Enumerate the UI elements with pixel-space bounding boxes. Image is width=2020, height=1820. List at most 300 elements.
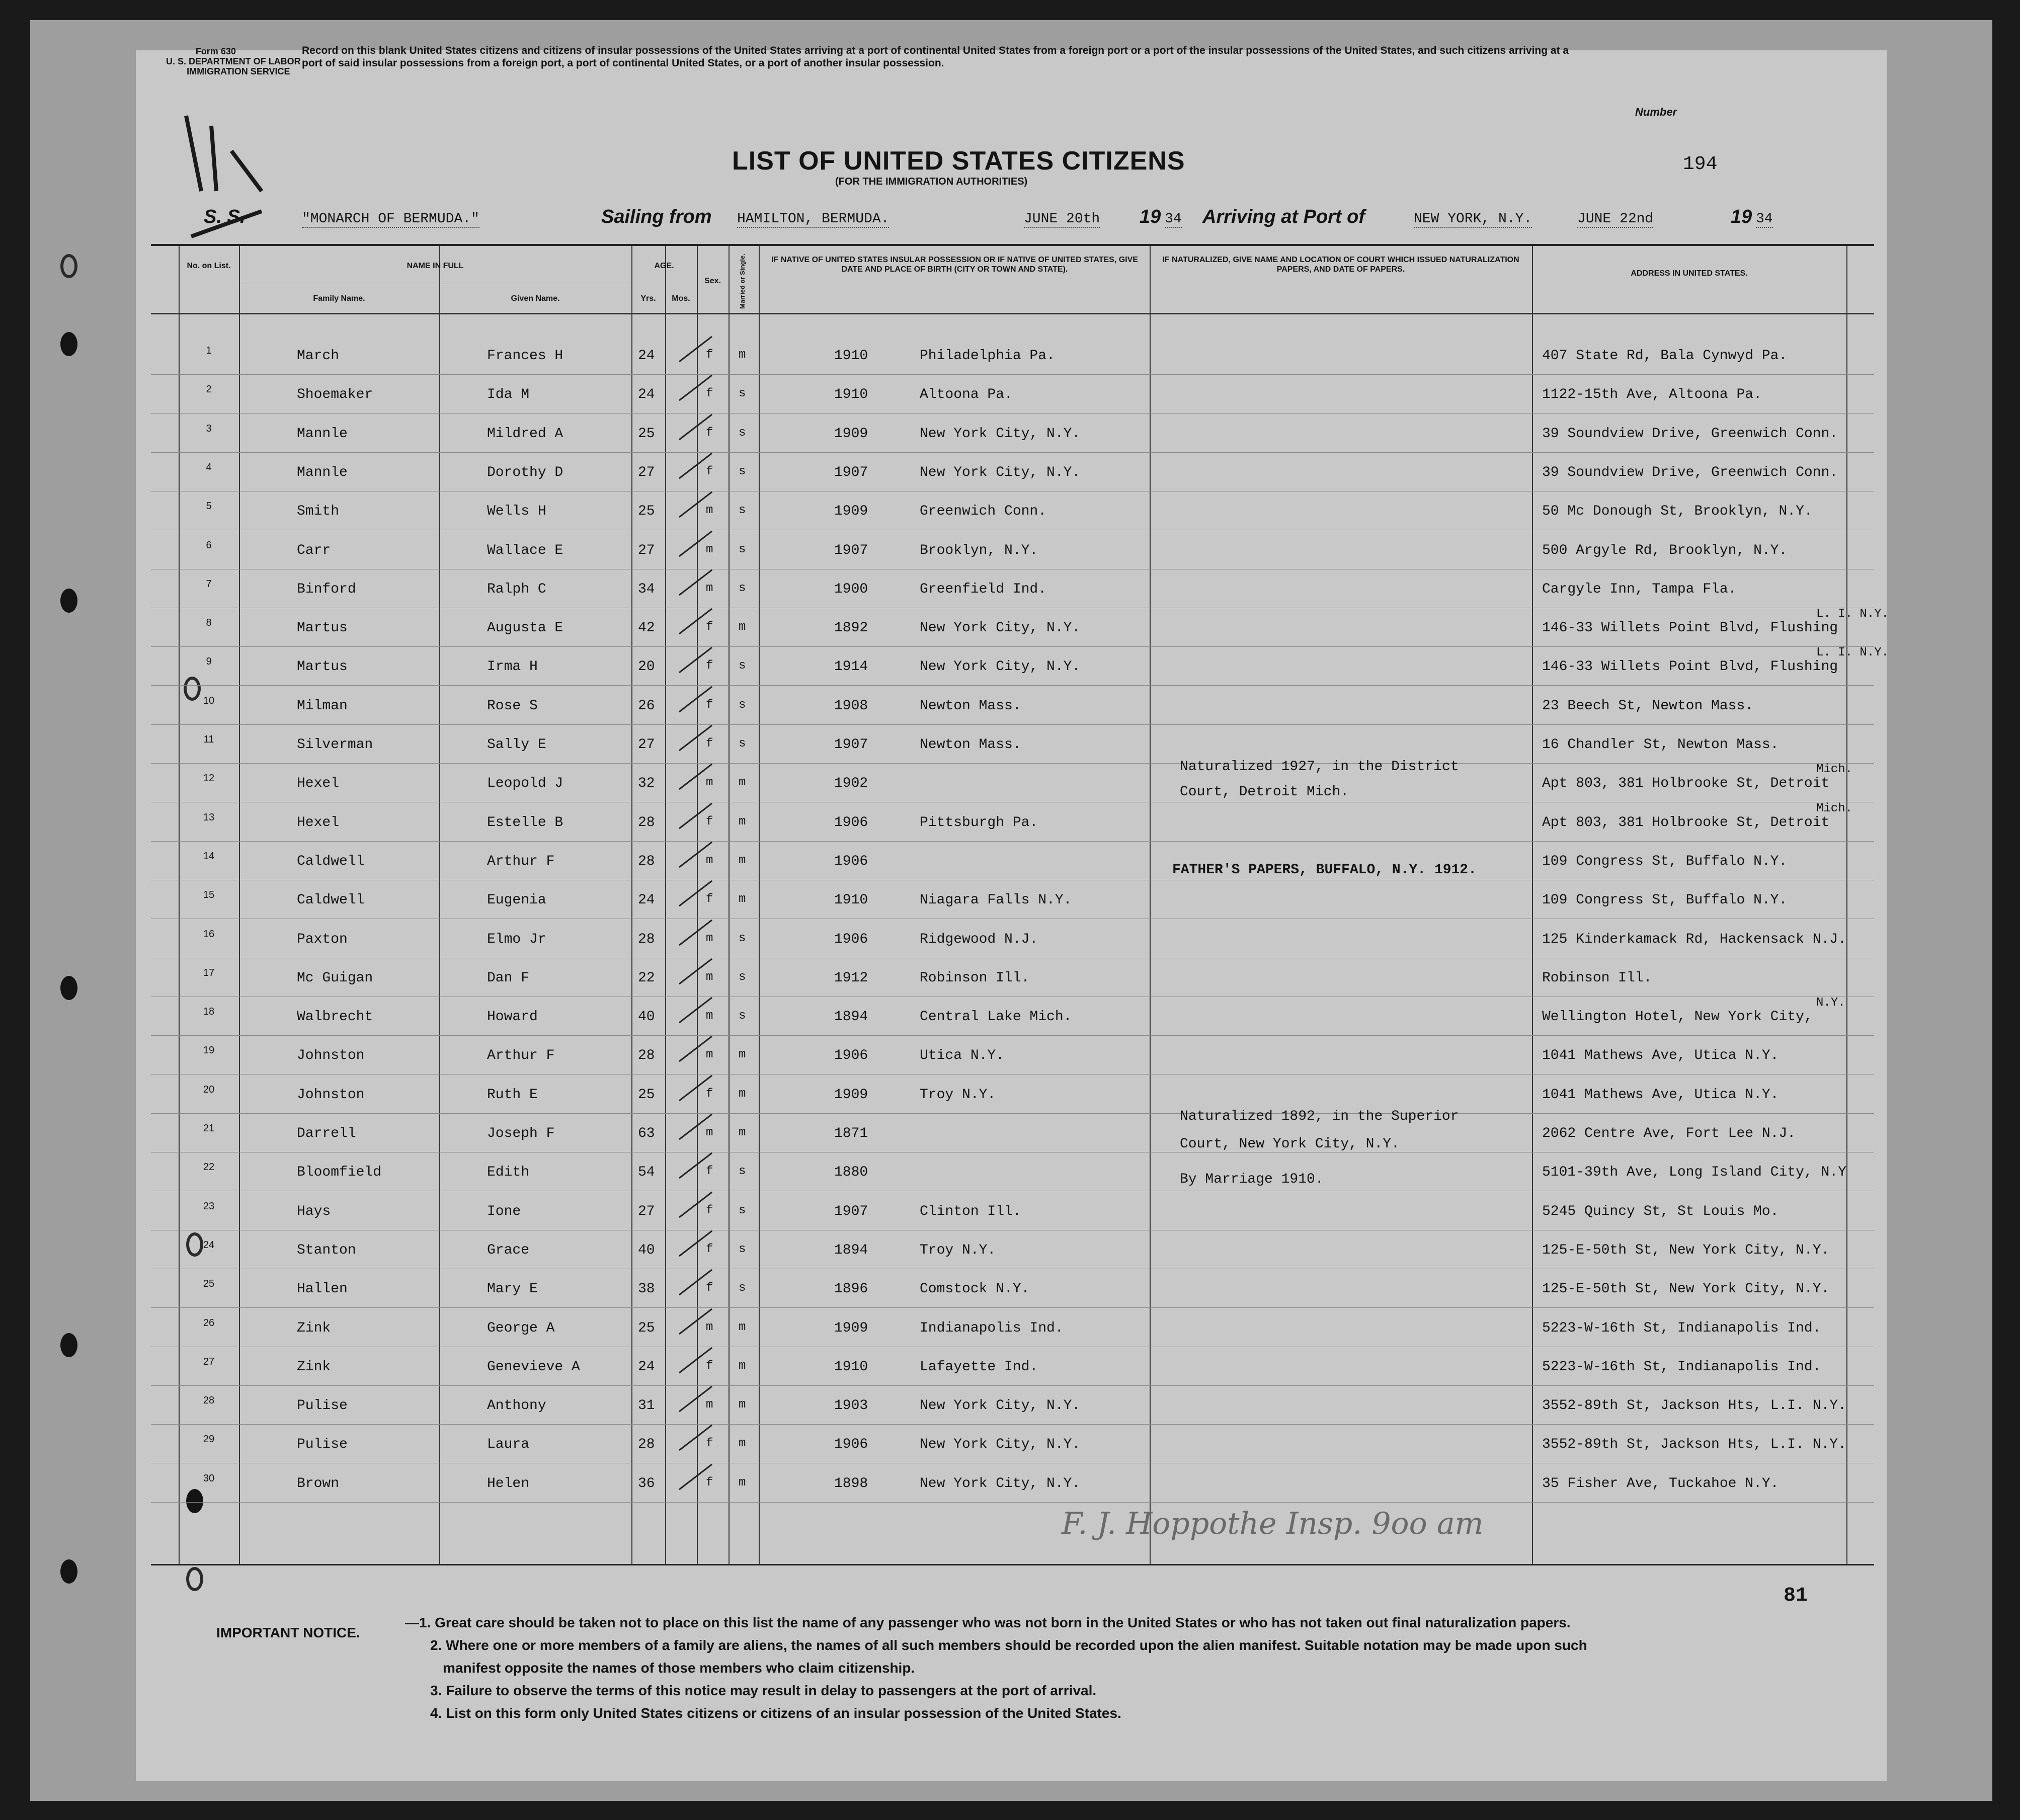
address: 39 Soundview Drive, Greenwich Conn. [1542, 464, 1838, 480]
age-years: 24 [638, 387, 655, 403]
age-years: 40 [638, 1242, 655, 1258]
check-mark [674, 762, 719, 797]
birth-place: Central Lake Mich. [920, 1009, 1072, 1025]
address: 3552-89th St, Jackson Hts, L.I. N.Y. [1542, 1398, 1846, 1414]
birth-place: New York City, N.Y. [920, 1475, 1081, 1492]
marital-status: s [739, 931, 746, 945]
given-name: Edith [487, 1165, 530, 1181]
family-name: Hallen [297, 1281, 348, 1297]
given-name: Ruth E [487, 1087, 538, 1103]
page-title: LIST OF UNITED STATES CITIZENS [732, 146, 1185, 176]
address: 146-33 Willets Point Blvd, Flushing [1542, 620, 1838, 636]
given-name: Dan F [487, 970, 530, 986]
check-mark [674, 645, 719, 680]
check-stroke [679, 1231, 712, 1256]
check-stroke [679, 1464, 712, 1490]
page-stamp: 81 [1784, 1585, 1808, 1607]
marital-status: m [739, 1398, 746, 1412]
check-mark [674, 1423, 719, 1458]
birth-year: 1912 [834, 970, 868, 986]
birth-place: New York City, N.Y. [920, 426, 1081, 442]
manifest-table [151, 244, 1889, 1565]
address: 5101-39th Ave, Long Island City, N.Y [1542, 1165, 1846, 1181]
check-mark [674, 956, 719, 991]
row-number: 13 [203, 811, 215, 823]
family-name: Brown [297, 1475, 340, 1492]
row-rule [151, 724, 1874, 725]
check-mark [674, 918, 719, 953]
sex: f [706, 426, 713, 440]
col-divider [665, 246, 666, 1564]
row-number: 10 [203, 695, 215, 706]
row-rule [151, 685, 1874, 686]
col-divider [239, 246, 240, 1564]
header-mos: Mos. [672, 294, 690, 303]
address: 35 Fisher Ave, Tuckahoe N.Y. [1542, 1475, 1779, 1492]
address: 407 State Rd, Bala Cynwyd Pa. [1542, 348, 1788, 364]
age-years: 25 [638, 1087, 655, 1103]
age-years: 28 [638, 1048, 655, 1064]
row-number: 18 [203, 1006, 215, 1018]
row-rule [151, 1502, 1874, 1503]
address-note: Mich. [1816, 763, 1853, 777]
address-note: L. I. N.Y. [1816, 607, 1889, 621]
age-years: 24 [638, 348, 655, 364]
birth-year: 1907 [834, 1203, 868, 1219]
marital-status: m [739, 892, 746, 906]
age-years: 34 [638, 581, 655, 597]
address: Cargyle Inn, Tampa Fla. [1542, 581, 1737, 597]
arriving-label: Arriving at Port of [1202, 206, 1365, 227]
notice-item: 3. Failure to observe the terms of this notice may result in delay to passengers at the port of arrival. [430, 1683, 1097, 1698]
family-name: Martus [297, 620, 348, 636]
given-name: Grace [487, 1242, 530, 1258]
address: Apt 803, 381 Holbrooke St, Detroit [1542, 814, 1830, 831]
marital-status: m [739, 1437, 746, 1451]
check-stroke [679, 1192, 712, 1217]
row-number: 15 [203, 889, 215, 901]
sailing-from: HAMILTON, BERMUDA. [737, 211, 890, 227]
family-name: Binford [297, 581, 356, 597]
birth-place: Troy N.Y. [920, 1242, 996, 1258]
family-name: Carr [297, 542, 331, 558]
ss-label: S. S. [204, 206, 246, 227]
notice-item: 4. List on this form only United States citizens or citizens of an insular possession of the United States. [430, 1705, 1121, 1721]
row-number: 21 [203, 1123, 215, 1134]
given-name: Helen [487, 1475, 530, 1492]
birth-year: 1910 [834, 387, 868, 403]
sex: m [706, 1126, 713, 1139]
check-stroke [679, 687, 712, 712]
birth-year: 1909 [834, 1320, 868, 1336]
check-mark [674, 723, 719, 758]
sex: m [706, 581, 713, 595]
birth-place: Comstock N.Y. [920, 1281, 1030, 1297]
header-age: AGE. [654, 262, 674, 270]
given-name: Joseph F [487, 1126, 555, 1141]
header-address: ADDRESS IN UNITED STATES. [1631, 269, 1748, 278]
marital-status: s [739, 504, 746, 518]
check-mark [674, 1462, 719, 1497]
naturalization-note: Court, Detroit Mich. [1180, 784, 1349, 800]
naturalization-note: FATHER'S PAPERS, BUFFALO, N.Y. 1912. [1172, 862, 1477, 878]
address: 23 Beech St, Newton Mass. [1542, 698, 1754, 714]
address: 125-E-50th St, New York City, N.Y. [1542, 1281, 1830, 1297]
check-mark [674, 567, 719, 603]
list-number: 194 [1683, 153, 1718, 175]
address: 5223-W-16th St, Indianapolis Ind. [1542, 1320, 1821, 1336]
address: 50 Mc Donough St, Brooklyn, N.Y. [1542, 504, 1813, 520]
check-mark [674, 995, 719, 1030]
row-number: 19 [203, 1045, 215, 1056]
birth-place: Greenwich Conn. [920, 504, 1047, 520]
birth-year: 1906 [834, 931, 868, 947]
birth-place: Newton Mass. [920, 698, 1021, 714]
family-name: Hexel [297, 776, 340, 792]
birth-place: Brooklyn, N.Y. [920, 542, 1038, 558]
check-mark [674, 373, 719, 408]
check-stroke [679, 920, 712, 945]
marital-status: s [739, 1281, 746, 1295]
header-family-name: Family Name. [313, 294, 365, 303]
family-name: March [297, 348, 340, 364]
birth-year: 1906 [834, 1048, 868, 1064]
sex: m [706, 1048, 713, 1062]
marital-status: s [739, 970, 746, 984]
row-rule [151, 1385, 1874, 1386]
row-rule [151, 1113, 1874, 1114]
birth-year: 1900 [834, 581, 868, 597]
age-years: 28 [638, 1437, 655, 1453]
check-mark [674, 840, 719, 875]
birth-year: 1907 [834, 737, 868, 753]
sex: f [706, 1359, 713, 1373]
address-note: L. I. N.Y. [1816, 646, 1889, 660]
birth-year: 1903 [834, 1398, 868, 1414]
age-years: 22 [638, 970, 655, 986]
notice-item: —1. Great care should be taken not to place on this list the name of any passenger who was not born in the United States or who has not taken out final naturalization papers. [405, 1615, 1571, 1630]
marital-status: s [739, 464, 746, 478]
row-number: 22 [203, 1162, 215, 1173]
birth-year: 1906 [834, 853, 868, 869]
birth-place: Clinton Ill. [920, 1203, 1021, 1219]
arrival-date: JUNE 22nd [1577, 211, 1654, 227]
check-stroke [679, 570, 712, 595]
row-rule [151, 1307, 1874, 1308]
address: 1041 Mathews Ave, Utica N.Y. [1542, 1048, 1779, 1064]
age-years: 27 [638, 1203, 655, 1219]
check-stroke [679, 764, 712, 789]
given-name: Dorothy D [487, 464, 563, 480]
header-yrs: Yrs. [640, 294, 656, 303]
given-name: Mildred A [487, 426, 563, 442]
address-note: Mich. [1816, 801, 1853, 815]
address: 109 Congress St, Buffalo N.Y. [1542, 892, 1788, 908]
check-mark [674, 606, 719, 641]
birth-place: Greenfield Ind. [920, 581, 1047, 597]
row-number: 25 [203, 1278, 215, 1290]
check-stroke [679, 375, 712, 400]
birth-place: Newton Mass. [920, 737, 1021, 753]
col-divider [631, 246, 632, 1564]
family-name: Martus [297, 659, 348, 675]
sex: f [706, 698, 713, 712]
family-name: Caldwell [297, 853, 365, 869]
address: Apt 803, 381 Holbrooke St, Detroit [1542, 776, 1830, 792]
check-stroke [679, 609, 712, 634]
address: Robinson Ill. [1542, 970, 1652, 986]
sex: f [706, 1242, 713, 1256]
row-number: 26 [203, 1317, 215, 1329]
check-mark [674, 1112, 719, 1147]
birth-year: 1892 [834, 620, 868, 636]
row-number: 28 [203, 1395, 215, 1407]
sex: f [706, 1281, 713, 1295]
header-bottom [151, 313, 1874, 314]
row-rule [151, 1424, 1874, 1425]
header-no: No. on List. [187, 262, 231, 270]
marital-status: m [739, 814, 746, 829]
birth-place: Niagara Falls N.Y. [920, 892, 1072, 908]
given-name: Ione [487, 1203, 521, 1219]
family-name: Stanton [297, 1242, 356, 1258]
family-name: Zink [297, 1320, 331, 1336]
birth-place: New York City, N.Y. [920, 1398, 1081, 1414]
age-years: 28 [638, 931, 655, 947]
birth-year: 1871 [834, 1126, 868, 1141]
family-name: Hays [297, 1203, 331, 1219]
marital-status: s [739, 737, 746, 751]
birth-year: 1902 [834, 776, 868, 792]
birth-place: Ridgewood N.J. [920, 931, 1038, 947]
check-stroke [679, 415, 712, 440]
sex: m [706, 542, 713, 556]
check-mark [674, 1384, 719, 1419]
check-mark [674, 1267, 719, 1302]
birth-year: 1908 [834, 698, 868, 714]
birth-year: 1894 [834, 1242, 868, 1258]
given-name: Arthur F [487, 1048, 555, 1064]
given-name: Laura [487, 1437, 530, 1453]
marital-status: s [739, 387, 746, 401]
family-name: Paxton [297, 931, 348, 947]
inspector-signature: F. J. Hoppothe Insp. 9oo am [1062, 1506, 1484, 1541]
arrival-year: 34 [1756, 211, 1773, 227]
row-number: 4 [206, 461, 212, 473]
given-name: Estelle B [487, 814, 563, 831]
age-years: 31 [638, 1398, 655, 1414]
check-mark [674, 334, 719, 369]
header-name-in-full: NAME IN FULL [407, 262, 464, 270]
given-name: Frances H [487, 348, 563, 364]
marital-status: s [739, 1203, 746, 1217]
family-name: Silverman [297, 737, 373, 753]
instructions-text: Record on this blank United States citizens and citizens of insular possessions of the United States arriving at a port of continental United States from a foreign port or a port of the insular possessions of the United States, and such citizens arriving at a port of said insular possessions from a foreign port, a port of continental United States, or a port of another insular possession. [302, 45, 1569, 69]
marital-status: s [739, 426, 746, 440]
check-stroke [679, 998, 712, 1023]
check-mark [674, 1190, 719, 1225]
address: Wellington Hotel, New York City, [1542, 1009, 1813, 1025]
sex: f [706, 892, 713, 906]
number-label: Number [1635, 106, 1677, 118]
given-name: Ralph C [487, 581, 546, 597]
given-name: Augusta E [487, 620, 563, 636]
age-years: 27 [638, 464, 655, 480]
check-stroke [679, 881, 712, 906]
birth-year: 1906 [834, 1437, 868, 1453]
marital-status: m [739, 776, 746, 790]
check-mark [674, 684, 719, 719]
row-number: 14 [203, 850, 215, 862]
check-mark [674, 529, 719, 564]
given-name: Anthony [487, 1398, 546, 1414]
sex: f [706, 464, 713, 478]
page-subtitle: (FOR THE IMMIGRATION AUTHORITIES) [835, 176, 1028, 187]
check-stroke [679, 842, 712, 867]
check-stroke [679, 1386, 712, 1412]
marital-status: m [739, 348, 746, 362]
naturalization-note: By Marriage 1910. [1180, 1172, 1324, 1187]
family-name: Hexel [297, 814, 340, 831]
row-number: 3 [206, 423, 212, 434]
birth-place: Altoona Pa. [920, 387, 1013, 403]
birth-year: 1909 [834, 426, 868, 442]
family-name: Mannle [297, 426, 348, 442]
age-years: 40 [638, 1009, 655, 1025]
given-name: Leopold J [487, 776, 563, 792]
check-stroke [679, 1114, 712, 1139]
address-note: N.Y. [1816, 996, 1845, 1010]
sex: m [706, 853, 713, 867]
marital-status: m [739, 853, 746, 867]
row-number: 20 [203, 1084, 215, 1095]
row-rule [151, 763, 1874, 764]
family-name: Zink [297, 1359, 331, 1375]
row-number: 7 [206, 578, 212, 590]
check-mark [674, 1073, 719, 1108]
address: 500 Argyle Rd, Brooklyn, N.Y. [1542, 542, 1788, 558]
sex: f [706, 1203, 713, 1217]
check-stroke [679, 725, 712, 751]
given-name: Genevieve A [487, 1359, 580, 1375]
check-mark [674, 801, 719, 836]
check-mark [674, 1034, 719, 1069]
given-name: Rose S [487, 698, 538, 714]
birth-year: 1914 [834, 659, 868, 675]
birth-place: Robinson Ill. [920, 970, 1030, 986]
naturalization-note: Naturalized 1927, in the District [1180, 759, 1459, 775]
marital-status: m [739, 1087, 746, 1101]
check-stroke [679, 1309, 712, 1334]
address: 16 Chandler St, Newton Mass. [1542, 737, 1779, 753]
marital-status: s [739, 1242, 746, 1256]
family-name: Johnston [297, 1087, 365, 1103]
given-name: Wells H [487, 504, 546, 520]
col-divider [1150, 246, 1151, 1564]
ship-name: "MONARCH OF BERMUDA." [302, 211, 479, 227]
header-naturalized: IF NATURALIZED, GIVE NAME AND LOCATION OF COURT WHICH ISSUED NATURALIZATION PAPERS, AND DATE OF PAPERS. [1162, 256, 1519, 274]
birth-year: 1907 [834, 464, 868, 480]
given-name: Howard [487, 1009, 538, 1025]
row-number: 5 [206, 501, 212, 512]
address: 1041 Mathews Ave, Utica N.Y. [1542, 1087, 1779, 1103]
check-stroke [679, 1348, 712, 1373]
family-name: Johnston [297, 1048, 365, 1064]
header-given-name: Given Name. [511, 294, 560, 303]
sex: m [706, 931, 713, 945]
family-name: Milman [297, 698, 348, 714]
marital-status: s [739, 1009, 746, 1023]
family-name: Mannle [297, 464, 348, 480]
row-number: 27 [203, 1356, 215, 1367]
check-mark [674, 1150, 719, 1186]
check-stroke [679, 1036, 712, 1061]
marital-status: s [739, 581, 746, 595]
age-years: 28 [638, 814, 655, 831]
arrival-port: NEW YORK, N.Y. [1414, 211, 1532, 227]
sex: m [706, 970, 713, 984]
address: 1122-15th Ave, Altoona Pa. [1542, 387, 1762, 403]
sex: f [706, 814, 713, 829]
marital-status: m [739, 1320, 746, 1334]
age-years: 24 [638, 1359, 655, 1375]
given-name: George A [487, 1320, 555, 1336]
col-divider [729, 246, 730, 1564]
marital-status: s [739, 1165, 746, 1179]
check-stroke [679, 647, 712, 673]
address: 125-E-50th St, New York City, N.Y. [1542, 1242, 1830, 1258]
age-years: 25 [638, 1320, 655, 1336]
sex: f [706, 1475, 713, 1490]
check-mark [674, 1345, 719, 1380]
address: 5223-W-16th St, Indianapolis Ind. [1542, 1359, 1821, 1375]
family-name: Bloomfield [297, 1165, 382, 1181]
family-name: Mc Guigan [297, 970, 373, 986]
birth-year: 1907 [834, 542, 868, 558]
age-years: 20 [638, 659, 655, 675]
row-number: 30 [203, 1472, 215, 1484]
header-married-single: Married or Single. [739, 254, 746, 309]
col-divider [759, 246, 760, 1564]
header-birth: IF NATIVE OF UNITED STATES INSULAR POSSESSION OR IF NATIVE OF UNITED STATES, GIVE DATE AND PLACE OF BIRTH (CITY OR TOWN AND STATE). [771, 256, 1138, 274]
address: 39 Soundview Drive, Greenwich Conn. [1542, 426, 1838, 442]
age-years: 26 [638, 698, 655, 714]
sex: f [706, 387, 713, 401]
row-rule [151, 452, 1874, 453]
birth-year: 1910 [834, 348, 868, 364]
check-stroke [679, 1425, 712, 1450]
sailing-date: JUNE 20th [1024, 211, 1100, 227]
row-number: 29 [203, 1434, 215, 1445]
sex: f [706, 620, 713, 634]
address: 2062 Centre Ave, Fort Lee N.J. [1542, 1126, 1796, 1141]
family-name: Darrell [297, 1126, 356, 1141]
age-years: 24 [638, 892, 655, 908]
marital-status: m [739, 620, 746, 634]
family-name: Pulise [297, 1437, 348, 1453]
birth-year: 1898 [834, 1475, 868, 1492]
check-mark [674, 412, 719, 447]
sex: m [706, 504, 713, 518]
row-number: 1 [206, 345, 212, 356]
given-name: Irma H [487, 659, 538, 675]
birth-place: New York City, N.Y. [920, 1437, 1081, 1453]
birth-year: 1880 [834, 1165, 868, 1181]
sailing-label: Sailing from [601, 206, 712, 227]
given-name: Elmo Jr [487, 931, 546, 947]
age-years: 25 [638, 504, 655, 520]
address: 3552-89th St, Jackson Hts, L.I. N.Y. [1542, 1437, 1846, 1453]
